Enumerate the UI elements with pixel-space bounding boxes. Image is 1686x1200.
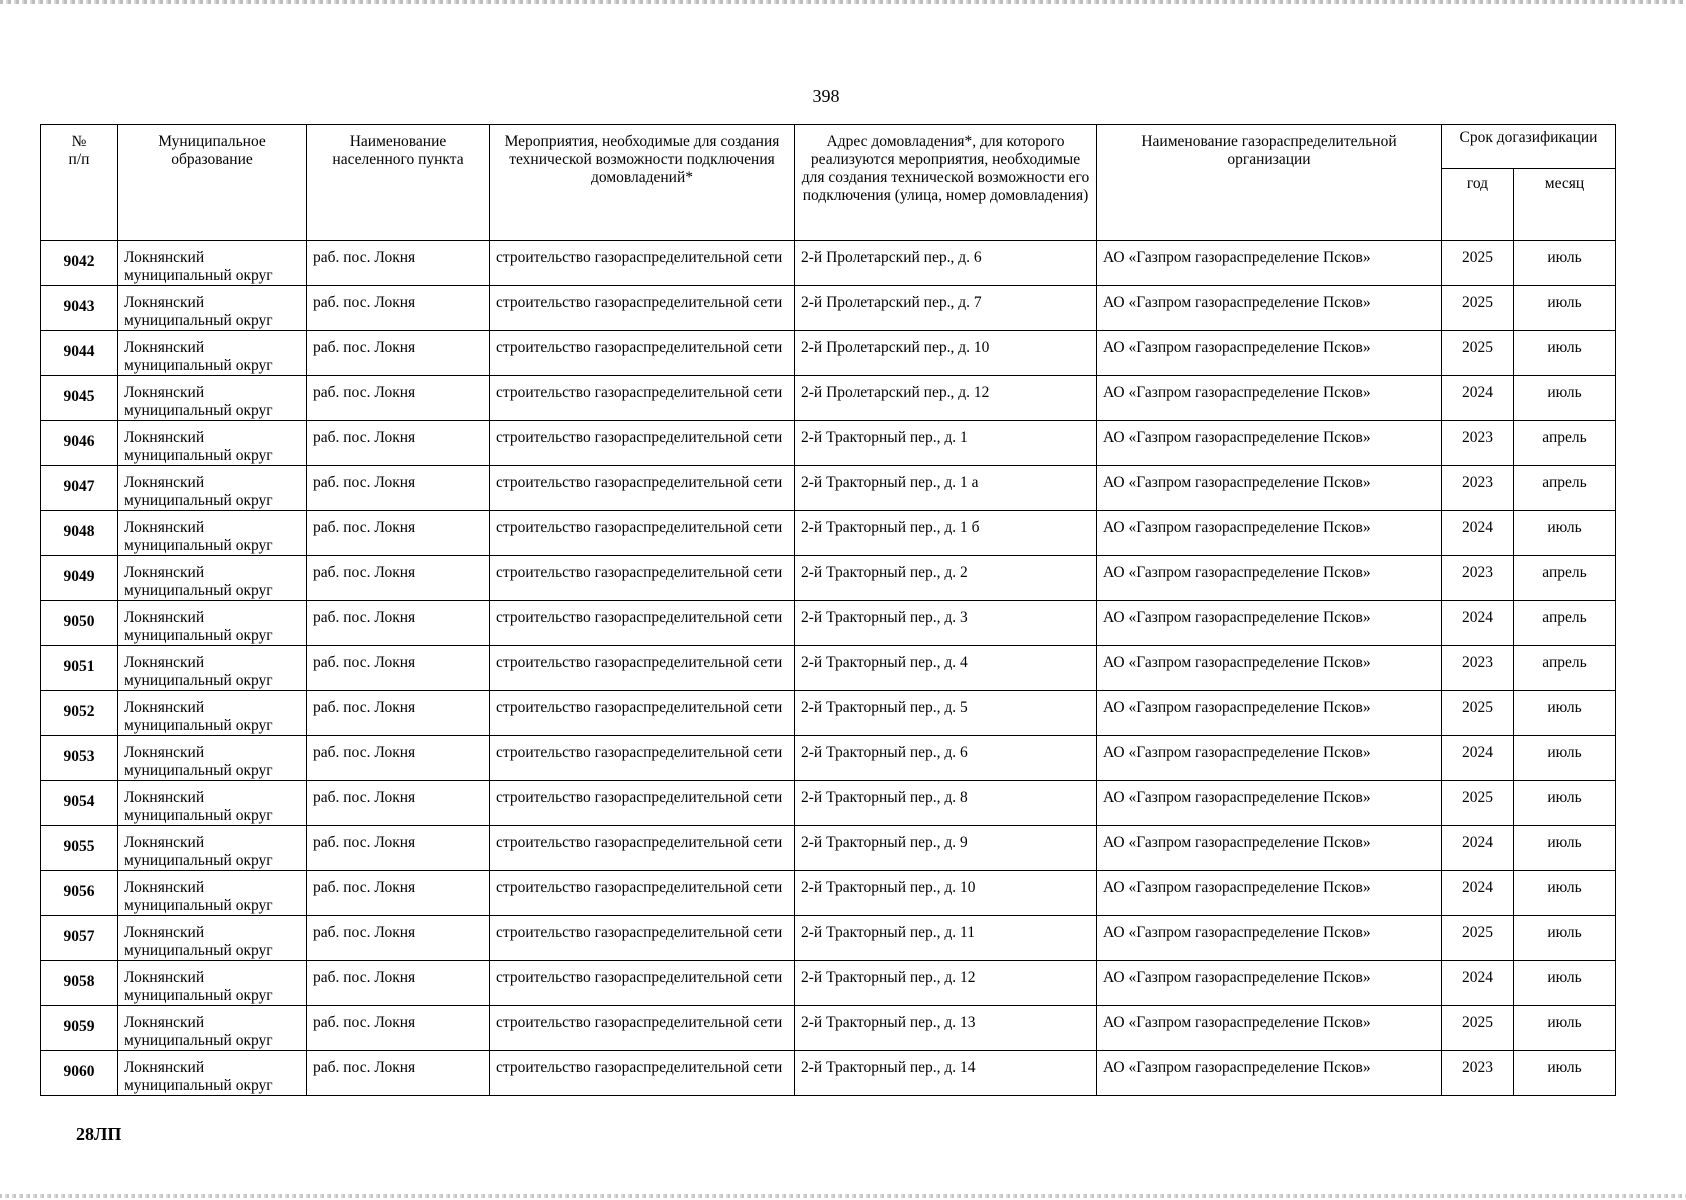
table-row (41, 646, 1616, 691)
table-body (41, 241, 1616, 1096)
cell-settlement: раб. пос. Локня (307, 916, 490, 961)
cell-address: 2-й Тракторный пер., д. 3 (795, 601, 1097, 646)
header-term: Срок догазификации (1442, 125, 1616, 169)
cell-year: 2024 (1442, 826, 1514, 871)
cell-address: 2-й Тракторный пер., д. 1 (795, 421, 1097, 466)
header-settlement: Наименование населенного пункта (307, 125, 490, 241)
scan-edge-bottom (0, 1194, 1686, 1198)
cell-measure: строительство газораспределительной сети (490, 556, 795, 601)
cell-settlement: раб. пос. Локня (307, 601, 490, 646)
cell-settlement: раб. пос. Локня (307, 241, 490, 286)
cell-number: 9060 (41, 1051, 118, 1096)
header-organization: Наименование газораспределительной организации (1097, 125, 1442, 241)
cell-settlement: раб. пос. Локня (307, 1051, 490, 1096)
cell-settlement: раб. пос. Локня (307, 286, 490, 331)
cell-year: 2024 (1442, 376, 1514, 421)
cell-number: 9043 (41, 286, 118, 331)
cell-address: 2-й Тракторный пер., д. 13 (795, 1006, 1097, 1051)
header-municipality: Муниципальное образование (118, 125, 307, 241)
cell-measure: строительство газораспределительной сети (490, 961, 795, 1006)
cell-month: июль (1514, 241, 1616, 286)
table-row (41, 376, 1616, 421)
cell-address: 2-й Пролетарский пер., д. 7 (795, 286, 1097, 331)
cell-municipality: Локнянский муниципальный округ (118, 871, 307, 916)
table-row (41, 241, 1616, 286)
cell-measure: строительство газораспределительной сети (490, 331, 795, 376)
table-row (41, 511, 1616, 556)
cell-year: 2023 (1442, 556, 1514, 601)
cell-year: 2024 (1442, 961, 1514, 1006)
cell-settlement: раб. пос. Локня (307, 871, 490, 916)
cell-year: 2025 (1442, 286, 1514, 331)
cell-address: 2-й Пролетарский пер., д. 6 (795, 241, 1097, 286)
cell-month: апрель (1514, 556, 1616, 601)
table-row (41, 1006, 1616, 1051)
table-row (41, 601, 1616, 646)
cell-organization: АО «Газпром газораспределение Псков» (1097, 421, 1442, 466)
cell-municipality: Локнянский муниципальный округ (118, 961, 307, 1006)
cell-address: 2-й Тракторный пер., д. 9 (795, 826, 1097, 871)
cell-number: 9046 (41, 421, 118, 466)
cell-municipality: Локнянский муниципальный округ (118, 691, 307, 736)
table-row (41, 556, 1616, 601)
cell-municipality: Локнянский муниципальный округ (118, 556, 307, 601)
cell-organization: АО «Газпром газораспределение Псков» (1097, 601, 1442, 646)
table-row (41, 826, 1616, 871)
table-row (41, 736, 1616, 781)
cell-number: 9045 (41, 376, 118, 421)
cell-municipality: Локнянский муниципальный округ (118, 601, 307, 646)
cell-measure: строительство газораспределительной сети (490, 286, 795, 331)
cell-year: 2025 (1442, 781, 1514, 826)
cell-address: 2-й Тракторный пер., д. 11 (795, 916, 1097, 961)
cell-address: 2-й Тракторный пер., д. 5 (795, 691, 1097, 736)
cell-month: апрель (1514, 646, 1616, 691)
cell-organization: АО «Газпром газораспределение Псков» (1097, 826, 1442, 871)
cell-organization: АО «Газпром газораспределение Псков» (1097, 556, 1442, 601)
cell-month: июль (1514, 916, 1616, 961)
cell-number: 9055 (41, 826, 118, 871)
cell-month: июль (1514, 871, 1616, 916)
cell-settlement: раб. пос. Локня (307, 466, 490, 511)
cell-organization: АО «Газпром газораспределение Псков» (1097, 781, 1442, 826)
cell-month: апрель (1514, 466, 1616, 511)
cell-number: 9058 (41, 961, 118, 1006)
cell-municipality: Локнянский муниципальный округ (118, 736, 307, 781)
cell-year: 2024 (1442, 871, 1514, 916)
cell-settlement: раб. пос. Локня (307, 826, 490, 871)
table-row (41, 421, 1616, 466)
cell-measure: строительство газораспределительной сети (490, 511, 795, 556)
cell-municipality: Локнянский муниципальный округ (118, 826, 307, 871)
cell-organization: АО «Газпром газораспределение Псков» (1097, 331, 1442, 376)
header-month: месяц (1514, 169, 1616, 241)
cell-organization: АО «Газпром газораспределение Псков» (1097, 871, 1442, 916)
cell-organization: АО «Газпром газораспределение Псков» (1097, 1006, 1442, 1051)
cell-year: 2025 (1442, 331, 1514, 376)
cell-organization: АО «Газпром газораспределение Псков» (1097, 961, 1442, 1006)
cell-municipality: Локнянский муниципальный округ (118, 646, 307, 691)
cell-number: 9047 (41, 466, 118, 511)
table-row (41, 466, 1616, 511)
cell-year: 2023 (1442, 1051, 1514, 1096)
cell-organization: АО «Газпром газораспределение Псков» (1097, 646, 1442, 691)
table-row (41, 781, 1616, 826)
cell-year: 2024 (1442, 601, 1514, 646)
cell-number: 9059 (41, 1006, 118, 1051)
cell-address: 2-й Тракторный пер., д. 1 а (795, 466, 1097, 511)
cell-settlement: раб. пос. Локня (307, 736, 490, 781)
cell-municipality: Локнянский муниципальный округ (118, 916, 307, 961)
cell-settlement: раб. пос. Локня (307, 556, 490, 601)
cell-organization: АО «Газпром газораспределение Псков» (1097, 286, 1442, 331)
cell-municipality: Локнянский муниципальный округ (118, 376, 307, 421)
table-row (41, 961, 1616, 1006)
cell-municipality: Локнянский муниципальный округ (118, 1051, 307, 1096)
cell-address: 2-й Пролетарский пер., д. 10 (795, 331, 1097, 376)
cell-number: 9057 (41, 916, 118, 961)
cell-organization: АО «Газпром газораспределение Псков» (1097, 376, 1442, 421)
cell-year: 2025 (1442, 1006, 1514, 1051)
cell-month: июль (1514, 376, 1616, 421)
cell-measure: строительство газораспределительной сети (490, 421, 795, 466)
cell-year: 2023 (1442, 421, 1514, 466)
cell-address: 2-й Тракторный пер., д. 4 (795, 646, 1097, 691)
cell-measure: строительство газораспределительной сети (490, 691, 795, 736)
scan-edge-top (0, 0, 1686, 4)
cell-month: июль (1514, 736, 1616, 781)
footer-code: 28ЛП (76, 1124, 122, 1144)
cell-address: 2-й Тракторный пер., д. 12 (795, 961, 1097, 1006)
table-row (41, 691, 1616, 736)
cell-number: 9044 (41, 331, 118, 376)
cell-organization: АО «Газпром газораспределение Псков» (1097, 736, 1442, 781)
cell-measure: строительство газораспределительной сети (490, 1051, 795, 1096)
cell-measure: строительство газораспределительной сети (490, 736, 795, 781)
cell-month: апрель (1514, 421, 1616, 466)
cell-address: 2-й Тракторный пер., д. 2 (795, 556, 1097, 601)
cell-measure: строительство газораспределительной сети (490, 826, 795, 871)
cell-month: июль (1514, 781, 1616, 826)
cell-measure: строительство газораспределительной сети (490, 781, 795, 826)
cell-measure: строительство газораспределительной сети (490, 466, 795, 511)
cell-organization: АО «Газпром газораспределение Псков» (1097, 691, 1442, 736)
cell-settlement: раб. пос. Локня (307, 961, 490, 1006)
cell-settlement: раб. пос. Локня (307, 691, 490, 736)
cell-month: июль (1514, 1051, 1616, 1096)
cell-settlement: раб. пос. Локня (307, 511, 490, 556)
cell-address: 2-й Тракторный пер., д. 14 (795, 1051, 1097, 1096)
cell-measure: строительство газораспределительной сети (490, 601, 795, 646)
cell-number: 9054 (41, 781, 118, 826)
cell-month: июль (1514, 511, 1616, 556)
cell-municipality: Локнянский муниципальный округ (118, 241, 307, 286)
cell-year: 2023 (1442, 466, 1514, 511)
cell-municipality: Локнянский муниципальный округ (118, 421, 307, 466)
cell-measure: строительство газораспределительной сети (490, 1006, 795, 1051)
cell-address: 2-й Тракторный пер., д. 1 б (795, 511, 1097, 556)
cell-measure: строительство газораспределительной сети (490, 646, 795, 691)
cell-settlement: раб. пос. Локня (307, 421, 490, 466)
cell-organization: АО «Газпром газораспределение Псков» (1097, 916, 1442, 961)
table-row (41, 871, 1616, 916)
table-row (41, 286, 1616, 331)
cell-month: апрель (1514, 601, 1616, 646)
cell-measure: строительство газораспределительной сети (490, 241, 795, 286)
header-address: Адрес домовладения*, для которого реализуются мероприятия, необходимые для создания технической возможности его подключения (улица, номер домовладения) (795, 125, 1097, 241)
cell-number: 9052 (41, 691, 118, 736)
cell-number: 9051 (41, 646, 118, 691)
header-measures: Мероприятия, необходимые для создания технической возможности подключения домовладений* (490, 125, 795, 241)
cell-municipality: Локнянский муниципальный округ (118, 331, 307, 376)
cell-settlement: раб. пос. Локня (307, 781, 490, 826)
cell-month: июль (1514, 1006, 1616, 1051)
cell-number: 9050 (41, 601, 118, 646)
cell-measure: строительство газораспределительной сети (490, 376, 795, 421)
cell-address: 2-й Пролетарский пер., д. 12 (795, 376, 1097, 421)
cell-month: июль (1514, 331, 1616, 376)
cell-municipality: Локнянский муниципальный округ (118, 466, 307, 511)
gasification-table-container (40, 124, 1616, 1096)
cell-number: 9048 (41, 511, 118, 556)
table-row (41, 916, 1616, 961)
cell-year: 2023 (1442, 646, 1514, 691)
cell-year: 2024 (1442, 511, 1514, 556)
cell-measure: строительство газораспределительной сети (490, 916, 795, 961)
cell-month: июль (1514, 286, 1616, 331)
cell-month: июль (1514, 691, 1616, 736)
table-header (41, 125, 1616, 241)
cell-organization: АО «Газпром газораспределение Псков» (1097, 241, 1442, 286)
cell-organization: АО «Газпром газораспределение Псков» (1097, 466, 1442, 511)
cell-number: 9042 (41, 241, 118, 286)
cell-address: 2-й Тракторный пер., д. 10 (795, 871, 1097, 916)
cell-settlement: раб. пос. Локня (307, 646, 490, 691)
cell-settlement: раб. пос. Локня (307, 1006, 490, 1051)
cell-address: 2-й Тракторный пер., д. 6 (795, 736, 1097, 781)
cell-organization: АО «Газпром газораспределение Псков» (1097, 511, 1442, 556)
table-row (41, 1051, 1616, 1096)
cell-year: 2024 (1442, 736, 1514, 781)
cell-year: 2025 (1442, 691, 1514, 736)
page-number: 398 (812, 86, 840, 106)
table-row (41, 331, 1616, 376)
header-number: № п/п (41, 125, 118, 241)
cell-month: июль (1514, 961, 1616, 1006)
cell-year: 2025 (1442, 916, 1514, 961)
cell-municipality: Локнянский муниципальный округ (118, 1006, 307, 1051)
cell-year: 2025 (1442, 241, 1514, 286)
cell-number: 9053 (41, 736, 118, 781)
gasification-table (40, 124, 1616, 1096)
cell-month: июль (1514, 826, 1616, 871)
header-year: год (1442, 169, 1514, 241)
cell-settlement: раб. пос. Локня (307, 331, 490, 376)
cell-measure: строительство газораспределительной сети (490, 871, 795, 916)
cell-number: 9049 (41, 556, 118, 601)
cell-municipality: Локнянский муниципальный округ (118, 511, 307, 556)
cell-address: 2-й Тракторный пер., д. 8 (795, 781, 1097, 826)
cell-municipality: Локнянский муниципальный округ (118, 286, 307, 331)
cell-municipality: Локнянский муниципальный округ (118, 781, 307, 826)
cell-organization: АО «Газпром газораспределение Псков» (1097, 1051, 1442, 1096)
cell-settlement: раб. пос. Локня (307, 376, 490, 421)
cell-number: 9056 (41, 871, 118, 916)
